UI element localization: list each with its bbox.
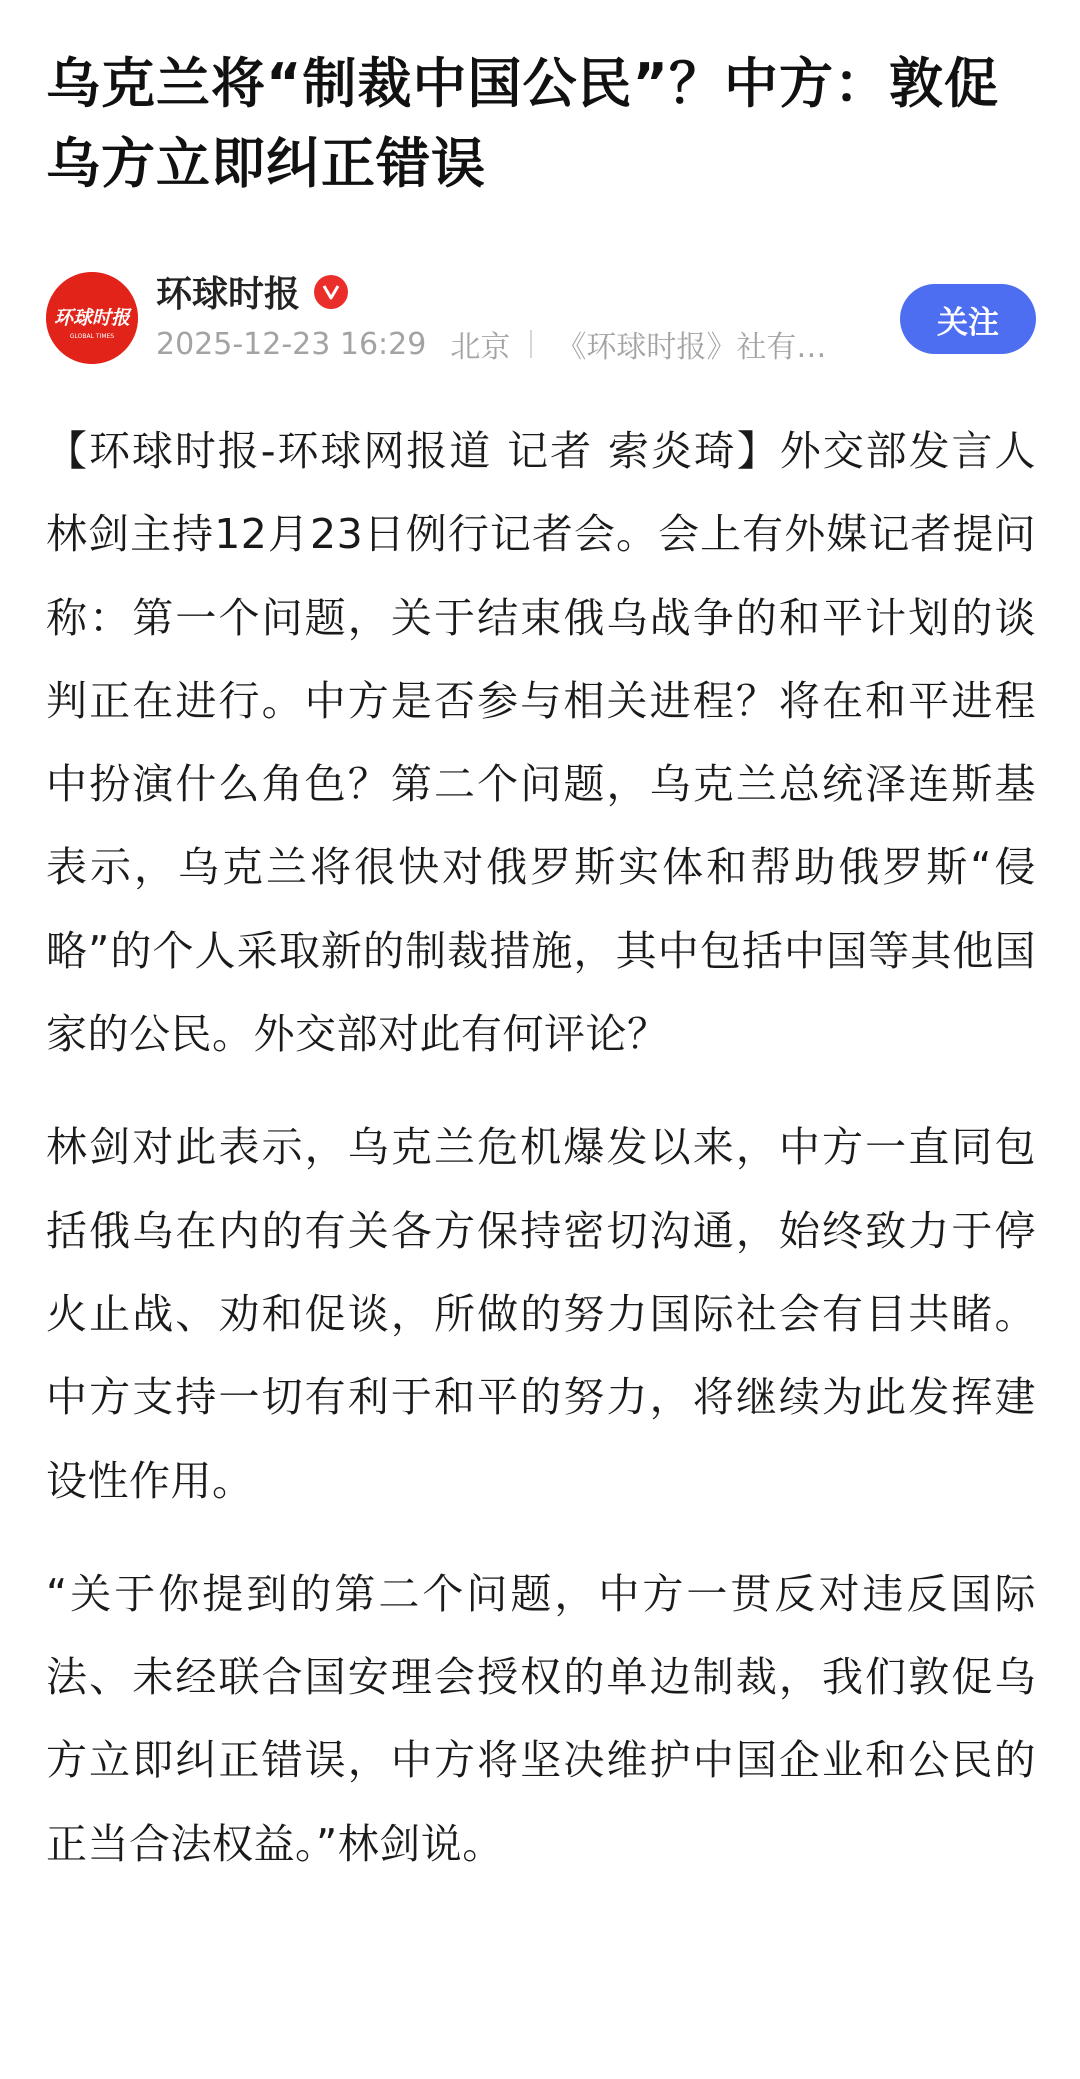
- article-paragraph: 林剑对此表示，乌克兰危机爆发以来，中方一直同包括俄乌在内的有关各方保持密切沟通，始终致力于停火止战、劝和促谈，所做的努力国际社会有目共睹。中方支持一切有利于和平的努力，将继续为此发挥建设性作用。: [46, 1123, 1036, 1505]
- copyright-source: 《环球时报》社有…: [556, 330, 827, 365]
- meta-line: [156, 322, 826, 366]
- article-paragraph: “关于你提到的第二个问题，中方一贯反对违反国际法、未经联合国安理会授权的单边制裁，我们敦促乌方立即纠正错误，中方将坚决维护中国企业和公民的正当合法权益。”林剑说。: [46, 1569, 1036, 1868]
- follow-button[interactable]: 关注: [900, 284, 1036, 354]
- svg-text:GLOBAL TIMES: GLOBAL TIMES: [69, 333, 115, 340]
- article-paragraph: 【环球时报-环球网报道 记者 索炎琦】外交部发言人林剑主持12月23日例行记者会。会上有外媒记者提问称：第一个问题，关于结束俄乌战争的和平计划的谈判正在进行。中方是否参与相关进程？将在和平进程中扮演什么角色？第二个问题，乌克兰总统泽连斯基表示，乌克兰将很快对俄罗斯实体和帮助俄罗斯“侵略”的个人采取新的制裁措施，其中包括中国等其他国家的公民。外交部对此有何评论？: [46, 427, 1036, 1059]
- author-name-line: [156, 266, 348, 317]
- svg-text:环球时报: 环球时报: [53, 307, 131, 329]
- publish-date: 2025-12-23 16:29: [156, 326, 427, 362]
- publish-location: 北京: [450, 330, 511, 365]
- avatar[interactable]: [46, 272, 138, 364]
- author-name[interactable]: 环球时报: [156, 274, 301, 315]
- article-body: [46, 410, 1036, 1886]
- meta-divider: [530, 330, 532, 358]
- global-times-logo-icon: [46, 272, 138, 364]
- verified-v-icon: [314, 275, 348, 309]
- article-title: 乌克兰将“制裁中国公民”？中方：敦促乌方立即纠正错误: [46, 52, 999, 195]
- author-row: [46, 266, 1036, 366]
